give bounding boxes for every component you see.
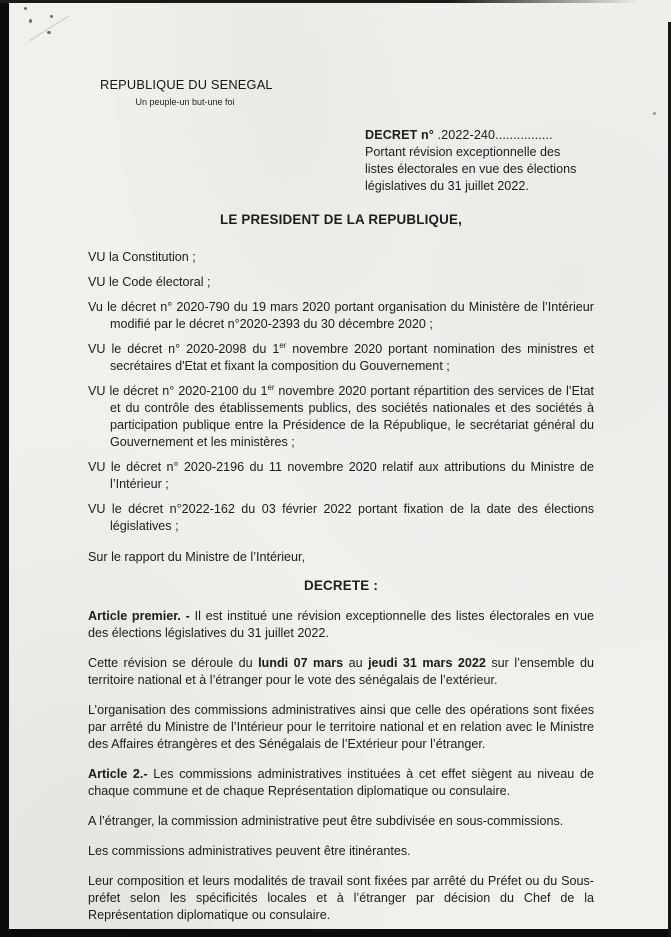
visa-item [88,459,594,493]
national-motto: Un peuple-un but-une foi [135,97,235,107]
text-run: L’organisation des commissions administratives ainsi que celle des opérations sont fixées par arrêté du Ministre de l’Intérieur pour le territoire national et en relation avec le Ministre des Affaires étrangères et des Sénégalais de l’Extérieur pour l’étranger. [88,703,594,751]
document-content [88,76,594,937]
body-paragraph [88,702,594,753]
text-run: Vu le décret n° 2020-790 du 19 mars 2020 portant organisation du Ministère de l’Intérieur modifié par le décret n°2020-2393 du 30 décembre 2020 ; [88,300,594,331]
decree-subject-line-2: listes électorales en vue des élections [365,162,577,176]
decree-reference [365,127,605,195]
text-run: lundi 07 mars [258,656,344,670]
president-heading: LE PRESIDENT DE LA REPUBLIQUE, [219,212,463,227]
visa-item [88,501,594,535]
body-paragraph [88,655,594,689]
body-paragraph [88,813,594,830]
visa-item [88,341,594,375]
text-run: er [267,382,275,392]
letterhead [100,76,273,111]
text-run: Il est institué une révision exceptionnelle des listes électorales en vue des élections législatives du 31 juillet 2022. [88,609,594,640]
visa-list [88,249,594,535]
scan-border-top [0,0,640,3]
text-run: Article 2.- [88,767,148,781]
decrete-heading: DECRETE : [304,578,378,593]
decree-subject-line-3: législatives du 31 juillet 2022. [365,179,529,193]
scan-speck [50,15,53,18]
text-run: Les commissions administratives peuvent être itinérantes. [88,844,411,858]
visa-item [88,383,594,451]
scan-speck [24,7,27,10]
republic-title: REPUBLIQUE DU SENEGAL [100,77,273,92]
scan-speck [47,31,51,34]
visa-item [88,249,594,266]
crease-mark [29,16,69,41]
text-run: VU le Code électoral ; [88,275,211,289]
body-paragraph [88,843,594,860]
scan-border-left [0,0,9,937]
decree-number: .2022-240................ [437,128,553,142]
decree-number-line [365,127,605,144]
text-run: A l’étranger, la commission administrative peut être subdivisée en sous-commissions. [88,814,564,828]
text-run: VU le décret n°2022-162 du 03 février 2022 portant fixation de la date des élections législatives ; [88,502,594,533]
text-run: VU le décret n° 2020-2098 du 1 [88,342,280,356]
decree-label: DECRET n° [365,128,438,142]
scan-speck [653,112,656,115]
text-run: er [279,340,287,350]
text-run: VU le décret n° 2020-2100 du 1 [88,384,268,398]
visa-item [88,299,594,333]
body-paragraph [88,608,594,642]
text-run: sur l’ensemble du territoire national et à l’étranger pour le vote des sénégalais de l’extérieur. [88,656,594,687]
text-run: Cette révision se déroule du [88,656,259,670]
visa-item [88,274,594,291]
text-run: novembre 2020 portant nomination des ministres et secrétaires d'Etat et fixant la composition du Gouvernement ; [110,342,594,373]
text-run: au [343,656,369,670]
text-run: VU la Constitution ; [88,250,196,264]
decree-body [88,608,594,924]
report-line: Sur le rapport du Ministre de l’Intérieur, [88,550,305,564]
text-run: novembre 2020 portant répartition des services de l’Etat et du contrôle des établissements publics, des sociétés nationales et des sociétés à participation publique entre la Présidence de la République, le secrétariat général du Gouvernement et les ministères ; [110,384,595,449]
body-paragraph [88,873,594,924]
text-run: Article premier. - [88,609,195,623]
scan-speck [29,19,32,23]
text-run: VU le décret n° 2020-2196 du 11 novembre 2020 relatif aux attributions du Ministre de l’Intérieur ; [88,460,594,491]
text-run: Leur composition et leurs modalités de travail sont fixées par arrêté du Préfet ou du Sous-préfet selon les spécificités locales et à l’étranger par décision du Chef de la Représentation diplomatique ou consulaire. [88,874,594,922]
decree-subject-line-1: Portant révision exceptionnelle des [365,145,561,159]
body-paragraph [88,766,594,800]
text-run: jeudi 31 mars 2022 [368,656,486,670]
text-run: Les commissions administratives instituées à cet effet siègent au niveau de chaque commune et de chaque Représentation diplomatique ou consulaire. [88,767,594,798]
